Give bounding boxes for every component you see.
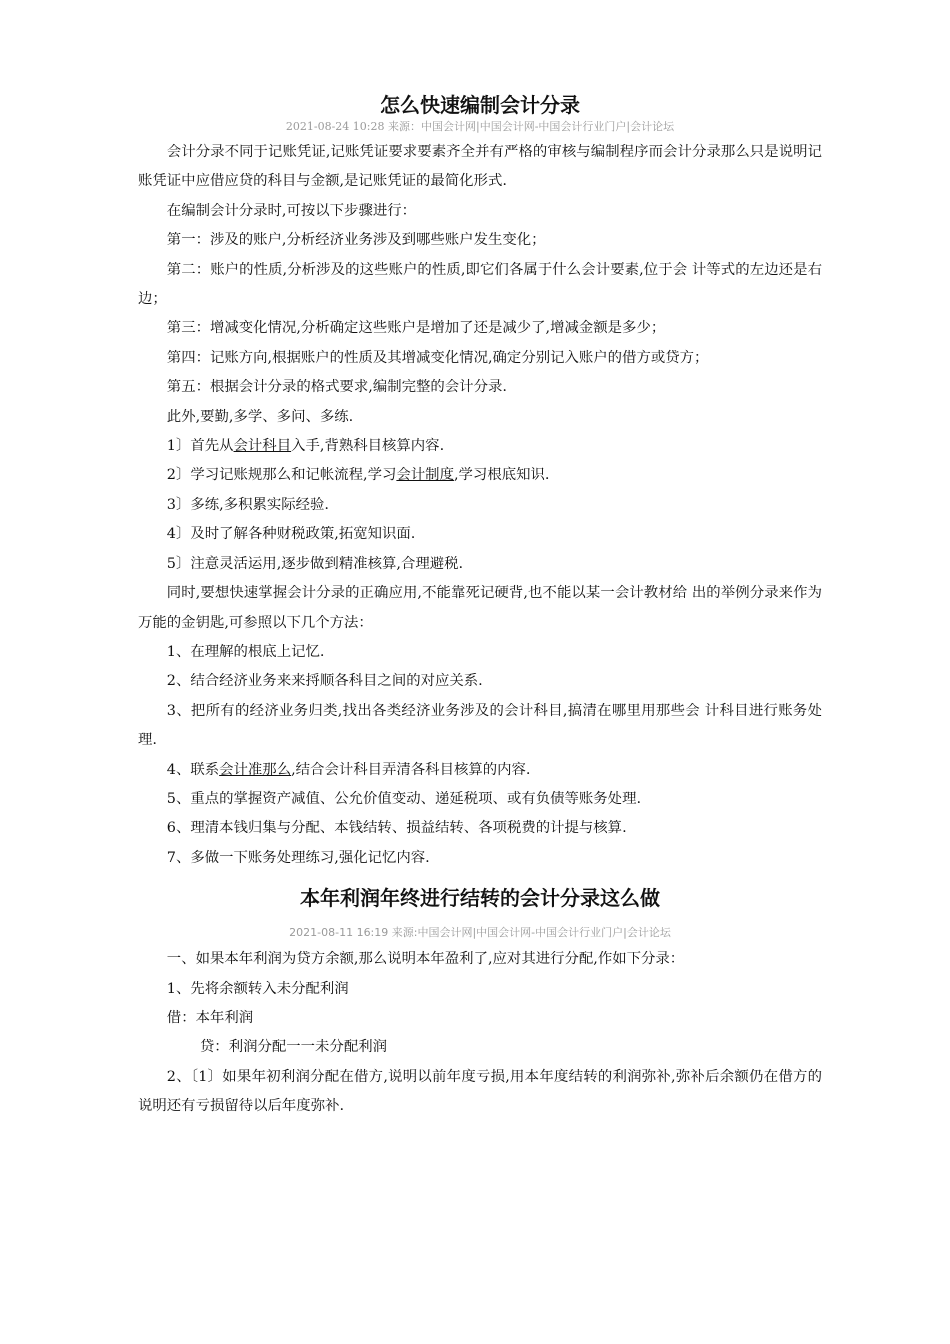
paragraph-steps-intro: 在编制会计分录时,可按以下步骤进行： bbox=[166, 202, 417, 219]
tip-item: 5〕注意灵活运用,逐步做到精准核算,合理避税. bbox=[166, 555, 464, 572]
tip-item: 3〕多练,多积累实际经验. bbox=[166, 496, 330, 513]
article-meta-2: 2021-08-11 16:19 来源:中国会计网|中国会计网-中国会计行业门户|会计论坛 bbox=[289, 926, 671, 940]
step-item: 第一：涉及的账户,分析经济业务涉及到哪些账户发生变化； bbox=[166, 232, 546, 249]
link-accounting-system[interactable]: 会计制度 bbox=[396, 467, 454, 484]
method-item: 7、多做一下账务处理练习,强化记忆内容. bbox=[166, 849, 430, 866]
tip-text: ,学习根底知识. bbox=[453, 467, 550, 484]
paragraph-extra-intro: 此外,要勤,多学、多问、多练. bbox=[166, 408, 354, 425]
step-item: 第五：根据会计分录的格式要求,编制完整的会计分录. bbox=[166, 379, 507, 396]
step-item: 第二：账户的性质,分析涉及的这些账户的性质,即它们各属于什么会计要素,位于会 计等式的左边还是右边； bbox=[138, 261, 822, 308]
method-item: 6、理清本钱归集与分配、本钱结转、损益结转、各项税费的计提与核算. bbox=[166, 820, 627, 837]
article-title: 怎么快速编制会计分录 bbox=[380, 93, 580, 117]
method-item: 3、把所有的经济业务归类,找出各类经济业务涉及的会计科目,搞清在哪里用那些会 计科目进行账务处理. bbox=[138, 702, 822, 749]
article-title-2: 本年利润年终进行结转的会计分录这么做 bbox=[300, 886, 660, 911]
method-item: 1、在理解的根底上记忆. bbox=[166, 643, 325, 660]
method-item: 5、重点的掌握资产减值、公允价值变动、递延税项、或有负债等账务处理. bbox=[166, 790, 642, 807]
tip-text: 1〕首先从 bbox=[166, 438, 234, 455]
tip-item bbox=[138, 461, 822, 490]
link-accounting-subjects[interactable]: 会计科目 bbox=[233, 438, 292, 455]
method-item: 2、结合经济业务来来捋顺各科目之间的对应关系. bbox=[166, 673, 483, 690]
tip-item bbox=[138, 432, 822, 461]
paragraph: 一、如果本年利润为贷方余额,那么说明本年盈利了,应对其进行分配,作如下分录： bbox=[166, 951, 685, 968]
step-item: 第三：增减变化情况,分析确定这些账户是增加了还是减少了,增减金额是多少； bbox=[166, 320, 666, 337]
paragraph: 2、〔1〕如果年初利润分配在借方,说明以前年度亏损,用本年度结转的利润弥补,弥补后余额仍在借方的说明还有亏损留待以后年度弥补. bbox=[138, 1068, 822, 1115]
tip-item: 4〕及时了解各种财税政策,拓宽知识面. bbox=[166, 526, 416, 543]
link-accounting-standards[interactable]: 会计准那么 bbox=[219, 761, 292, 778]
article-meta: 2021-08-24 10:28 来源：中国会计网|中国会计网-中国会计行业门户|会计论坛 bbox=[285, 120, 675, 133]
paragraph-methods-intro: 同时,要想快速掌握会计分录的正确应用,不能靠死记硬背,也不能以某一会计教材给 出的举例分录来作为万能的金钥匙,可参照以下几个方法： bbox=[138, 585, 822, 631]
entry-debit: 借：本年利润 bbox=[166, 1009, 254, 1026]
document-page bbox=[138, 92, 822, 1122]
method-item bbox=[138, 756, 822, 785]
method-text: ,结合会计科目弄清各科目核算的内容. bbox=[291, 761, 531, 778]
method-text: 4、联系 bbox=[166, 761, 220, 778]
paragraph: 1、先将余额转入未分配利润 bbox=[166, 980, 349, 997]
step-item: 第四：记账方向,根据账户的性质及其增减变化情况,确定分别记入账户的借方或贷方； bbox=[166, 349, 709, 366]
entry-credit: 贷：利润分配一一未分配利润 bbox=[199, 1039, 387, 1056]
tip-text: 2〕学习记账规那么和记帐流程,学习 bbox=[166, 467, 397, 484]
tip-text: 入手,背熟科目核算内容. bbox=[291, 438, 445, 455]
paragraph-intro: 会计分录不同于记账凭证,记账凭证要求要素齐全并有严格的审核与编制程序而会计分录那么只是说明记账凭证中应借应贷的科目与金额,是记账凭证的最简化形式. bbox=[138, 144, 822, 190]
